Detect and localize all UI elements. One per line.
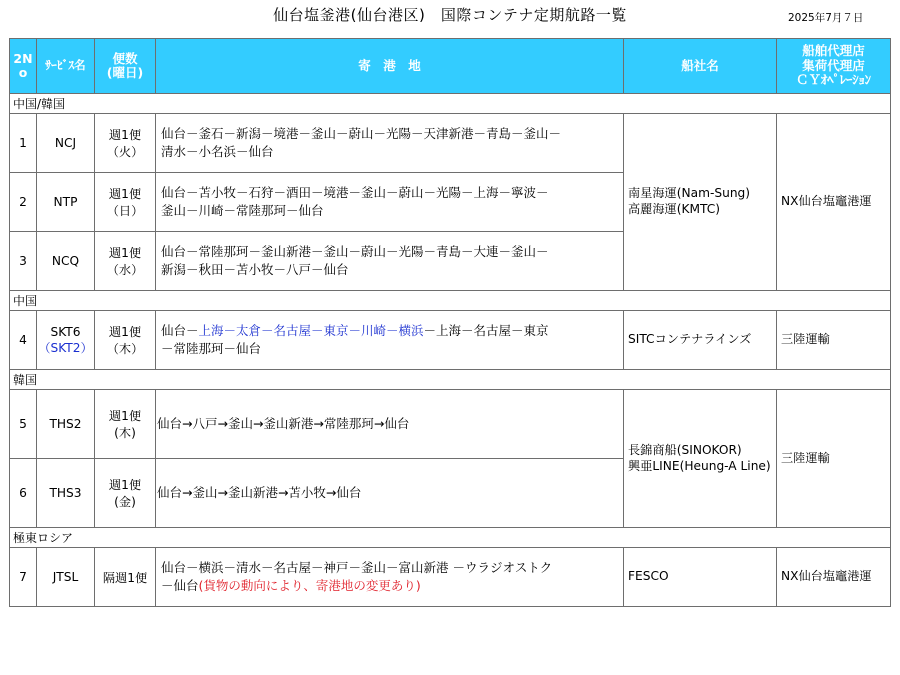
row-service: THS2 bbox=[37, 390, 95, 459]
row-frequency: 週1便 (木) bbox=[95, 390, 156, 459]
col-header-agent: 船舶代理店 集荷代理店 ＣＹｵﾍﾟﾚｰｼｮﾝ bbox=[777, 39, 891, 94]
row-frequency: 隔週1便 bbox=[95, 548, 156, 607]
row-ports: 仙台－上海－太倉－名古屋－東京－川崎－横浜－上海－名古屋－東京 －常陸那珂－仙台 bbox=[156, 311, 624, 370]
row-no: 1 bbox=[10, 114, 37, 173]
row-no: 2 bbox=[10, 173, 37, 232]
row-no: 6 bbox=[10, 459, 37, 528]
row-service: THS3 bbox=[37, 459, 95, 528]
section-row-china-korea bbox=[10, 94, 891, 114]
row-ports: 仙台－釜石－新潟－境港－釜山－蔚山－光陽－天津新港－青島－釜山－ 清水－小名浜－仙台 bbox=[156, 114, 624, 173]
section-row-far-east-russia bbox=[10, 528, 891, 548]
document-date: 2025年7月７日 bbox=[788, 12, 864, 24]
table-row bbox=[10, 390, 891, 459]
page-title: 仙台塩釜港(仙台港区) 国際コンテナ定期航路一覧 bbox=[273, 6, 627, 24]
section-row-china bbox=[10, 291, 891, 311]
table-row bbox=[10, 311, 891, 370]
row-frequency: 週1便 （木） bbox=[95, 311, 156, 370]
row-frequency: 週1便 (金) bbox=[95, 459, 156, 528]
col-header-service: ｻｰﾋﾞｽ名 bbox=[37, 39, 95, 94]
row-ports: 仙台－常陸那珂－釜山新港－釜山－蔚山－光陽－青島－大連－釜山－ 新潟－秋田－苫小牧－八戸－仙台 bbox=[156, 232, 624, 291]
row-service: JTSL bbox=[37, 548, 95, 607]
row-no: 5 bbox=[10, 390, 37, 459]
route-table bbox=[9, 38, 891, 607]
section-label: 韓国 bbox=[10, 370, 891, 390]
row-service: NCJ bbox=[37, 114, 95, 173]
highlighted-ports: 上海－太倉－名古屋－東京－川崎－横浜 bbox=[198, 322, 424, 338]
row-frequency: 週1便 （火） bbox=[95, 114, 156, 173]
row-no: 4 bbox=[10, 311, 37, 370]
row-carrier: SITCコンテナラインズ bbox=[624, 311, 777, 370]
group2-agent: 三陸運輸 bbox=[777, 390, 891, 528]
row-ports: 仙台－横浜－清水－名古屋－神戸－釜山－富山新港 －ウラジオストク －仙台(貨物の動向により、寄港地の変更あり) bbox=[156, 548, 624, 607]
row-service: SKT6 （SKT2） bbox=[37, 311, 95, 370]
col-header-frequency: 便数 (曜日) bbox=[95, 39, 156, 94]
route-change-note: (貨物の動向により、寄港地の変更あり) bbox=[198, 578, 421, 593]
row-frequency: 週1便 （日） bbox=[95, 173, 156, 232]
row-agent: 三陸運輸 bbox=[777, 311, 891, 370]
col-header-carrier: 船社名 bbox=[624, 39, 777, 94]
section-label: 極東ロシア bbox=[10, 528, 891, 548]
group1-agent: NX仙台塩竈港運 bbox=[777, 114, 891, 291]
row-no: 7 bbox=[10, 548, 37, 607]
group2-carrier: 長錦商船(SINOKOR) 興亜LINE(Heung-A Line) bbox=[624, 390, 777, 528]
col-header-ports: 寄 港 地 bbox=[156, 39, 624, 94]
row-no: 3 bbox=[10, 232, 37, 291]
row-frequency: 週1便 （水） bbox=[95, 232, 156, 291]
row-ports: 仙台－苫小牧－石狩－酒田－境港－釜山－蔚山－光陽－上海－寧波－ 釜山－川崎－常陸那珂－仙台 bbox=[156, 173, 624, 232]
row-agent: NX仙台塩竈港運 bbox=[777, 548, 891, 607]
row-service: NCQ bbox=[37, 232, 95, 291]
col-header-no: 2N o bbox=[10, 39, 37, 94]
alt-service: （SKT2） bbox=[38, 340, 93, 355]
section-label: 中国/韓国 bbox=[10, 94, 891, 114]
row-ports: 仙台→八戸→釜山→釜山新港→常陸那珂→仙台 bbox=[156, 390, 624, 459]
row-carrier: FESCO bbox=[624, 548, 777, 607]
section-row-korea bbox=[10, 370, 891, 390]
row-service: NTP bbox=[37, 173, 95, 232]
table-row bbox=[10, 114, 891, 173]
row-ports: 仙台→釜山→釜山新港→苫小牧→仙台 bbox=[156, 459, 624, 528]
table-header-row bbox=[10, 39, 891, 94]
group1-carrier: 南星海運(Nam-Sung) 高麗海運(KMTC) bbox=[624, 114, 777, 291]
table-row bbox=[10, 548, 891, 607]
section-label: 中国 bbox=[10, 291, 891, 311]
